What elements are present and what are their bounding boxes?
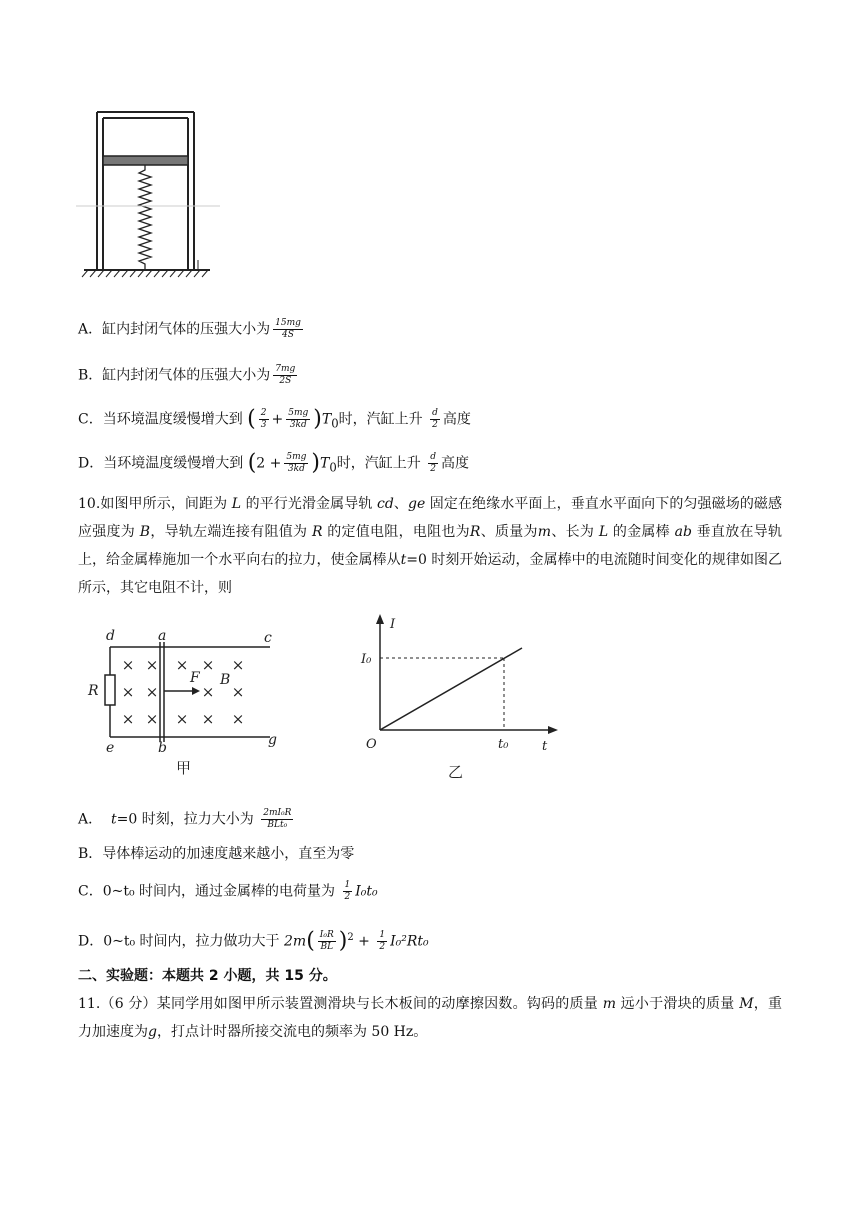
current-time-graph [360,612,560,782]
svg-text:乙: 乙 [448,763,464,781]
q10-option-c: C．0~t₀ 时间内，通过金属棒的电荷量为 $\frac{1}{2}$ I₀t₀ [78,880,378,902]
svg-text:b: b [158,740,167,756]
y-axis-arrow-icon [376,614,384,624]
piston [103,156,188,165]
svg-text:×: × [145,710,159,728]
q10-option-a: A． t=0 时刻，拉力大小为 $\frac{\text{2mI₀R}}{\text{BLt₀}}$ [78,808,292,830]
svg-text:×: × [175,656,189,674]
svg-text:×: × [231,710,245,728]
resistor [105,675,115,705]
svg-text:a: a [158,628,167,644]
svg-text:×: × [121,656,135,674]
svg-text:e: e [106,740,115,756]
svg-text:×: × [145,656,159,674]
x-axis-arrow-icon [548,726,558,734]
svg-text:×: × [201,683,215,701]
svg-text:×: × [231,656,245,674]
fraction: $\frac{7mg}{2S}$ [275,364,296,386]
svg-text:d: d [106,628,115,644]
rail-circuit-figure [80,620,300,780]
svg-text:×: × [175,710,189,728]
fraction: $\frac{15mg}{4S}$ [275,318,301,340]
q11-stem: 11.（6 分）某同学用如图甲所示装置测滑块与长木板间的动摩擦因数。钩码的质量 m 远小于滑块的质量 M，重力加速度为g，打点计时器所接交流电的频率为 50 Hz。 [78,996,783,1040]
arrow-icon [192,687,200,695]
svg-text:I₀: I₀ [361,652,372,667]
q10-option-d: D．0~t₀ 时间内，拉力做功大于 2m( $\frac{\text{I₀R}}{BL}$ )$^2$ + $\frac{1}{2}$ I₀²Rt₀ [78,928,429,954]
svg-text:×: × [201,656,215,674]
svg-text:F: F [190,670,200,686]
spring [139,165,151,270]
q10-stem: 10.如图甲所示，间距为 L 的平行光滑金属导轨 cd、ge 固定在绝缘水平面上，垂直水平面向下的匀强磁场的磁感应强度为 B，导轨左端连接有阻值为 R 的定值电阻，电阻也为R、质量为m、长为 L 的金属棒 ab 垂直放在导轨上，给金属棒施加一个水平向右的拉力，使金属棒从t=0 时刻开始运动，金属棒中的电流随时间变化的规律如图乙所示，其它电阻不计，则 [78,496,783,596]
svg-text:甲: 甲 [176,759,192,777]
svg-text:t₀: t₀ [498,737,509,752]
svg-text:B: B [220,672,231,688]
svg-text:×: × [201,710,215,728]
q9-option-d: D．当环境温度缓慢增大到 (2 + $\frac{5mg}{3kd}$ )$T_0$时，汽缸上升 $\frac{d}{2}$ 高度 [78,450,469,476]
q9-option-a: A．缸内封闭气体的压强大小为 $\frac{15mg}{4S}$ [78,318,301,340]
section-heading: 二、实验题：本题共 2 小题，共 15 分。 [78,968,337,984]
svg-text:×: × [121,710,135,728]
svg-text:I: I [390,617,396,632]
q9-option-b: B．缸内封闭气体的压强大小为 $\frac{7mg}{2S}$ [78,364,296,386]
svg-text:g: g [268,732,277,748]
svg-text:×: × [145,683,159,701]
svg-text:t: t [542,739,548,754]
q10-option-b: B．导体棒运动的加速度越来越小，直至为零 [78,846,355,862]
svg-text:×: × [231,683,245,701]
svg-text:O: O [366,737,377,752]
svg-text:×: × [121,683,135,701]
svg-text:R: R [88,683,99,699]
q9-option-c: C．当环境温度缓慢增大到 ( $\frac{2}{3}$ + $\frac{5mg}{3kd}$ )$T_0$时，汽缸上升 $\frac{d}{2}$ 高度 [78,406,471,432]
cylinder-figure [70,100,220,290]
current-line [380,648,522,730]
svg-text:c: c [264,630,272,646]
